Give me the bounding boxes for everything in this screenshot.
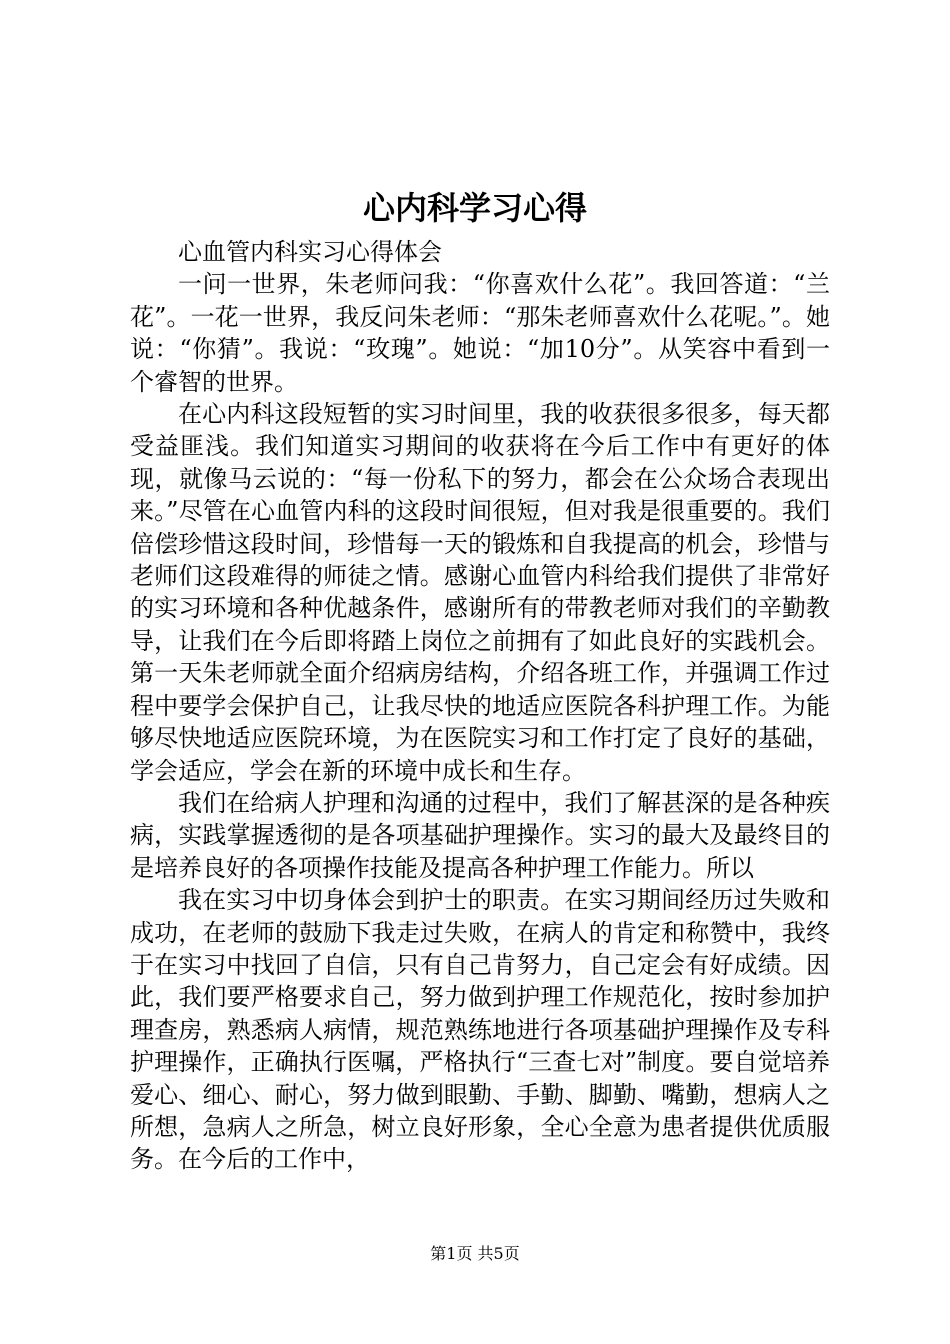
paragraph: 在心内科这段短暂的实习时间里，我的收获很多很多，每天都受益匪浅。我们知道实习期间的收获将在今后工作中有更好的体现，就像马云说的：“每一份私下的努力，都会在公众场合表现出来。”尽管在心血管内科的这段时间很短，但对我是很重要的。我们倍偿珍惜这段时间，珍惜每一天的锻炼和自我提高的机会，珍惜与老师们这段难得的师徒之情。感谢心血管内科给我们提供了非常好的实习环境和各种优越条件，感谢所有的带教老师对我们的辛勤教导，让我们在今后即将踏上岗位之前拥有了如此良好的实践机会。第一天朱老师就全面介绍病房结构，介绍各班工作，并强调工作过程中要学会保护自己，让我尽快的地适应医院各科护理工作。为能够尽快地适应医院环境，为在医院实习和工作打定了良好的基础，学会适应，学会在新的环境中成长和生存。 bbox=[130, 400, 830, 785]
document-title: 心内科学习心得 bbox=[362, 189, 587, 227]
document-body bbox=[130, 236, 830, 1176]
paragraph: 一问一世界，朱老师问我：“你喜欢什么花”。我回答道：“兰花”。一花一世界，我反问朱老师：“那朱老师喜欢什么花呢。”。她说：“你猜”。我说：“玫瑰”。她说：“加10分”。从笑容中看到一个睿智的世界。 bbox=[130, 270, 830, 396]
paragraph: 我在实习中切身体会到护士的职责。在实习期间经历过失败和成功，在老师的鼓励下我走过失败，在病人的肯定和称赞中，我终于在实习中找回了自信，只有自己肯努力，自己定会有好成绩。因此，我们要严格要求自己，努力做到护理工作规范化，按时参加护理查房，熟悉病人病情，规范熟练地进行各项基础护理操作及专科护理操作，正确执行医嘱，严格执行“三查七对”制度。要自觉培养爱心、细心、耐心，努力做到眼勤、手勤、脚勤、嘴勤，想病人之所想，急病人之所急，树立良好形象，全心全意为患者提供优质服务。在今后的工作中， bbox=[130, 886, 830, 1174]
paragraph-subtitle: 心血管内科实习心得体会 bbox=[178, 238, 442, 266]
page-number-footer: 第1页 共5页 bbox=[430, 1244, 520, 1263]
paragraph: 我们在给病人护理和沟通的过程中，我们了解甚深的是各种疾病，实践掌握透彻的是各项基础护理操作。实习的最大及最终目的是培养良好的各项操作技能及提高各种护理工作能力。所以 bbox=[130, 788, 830, 882]
